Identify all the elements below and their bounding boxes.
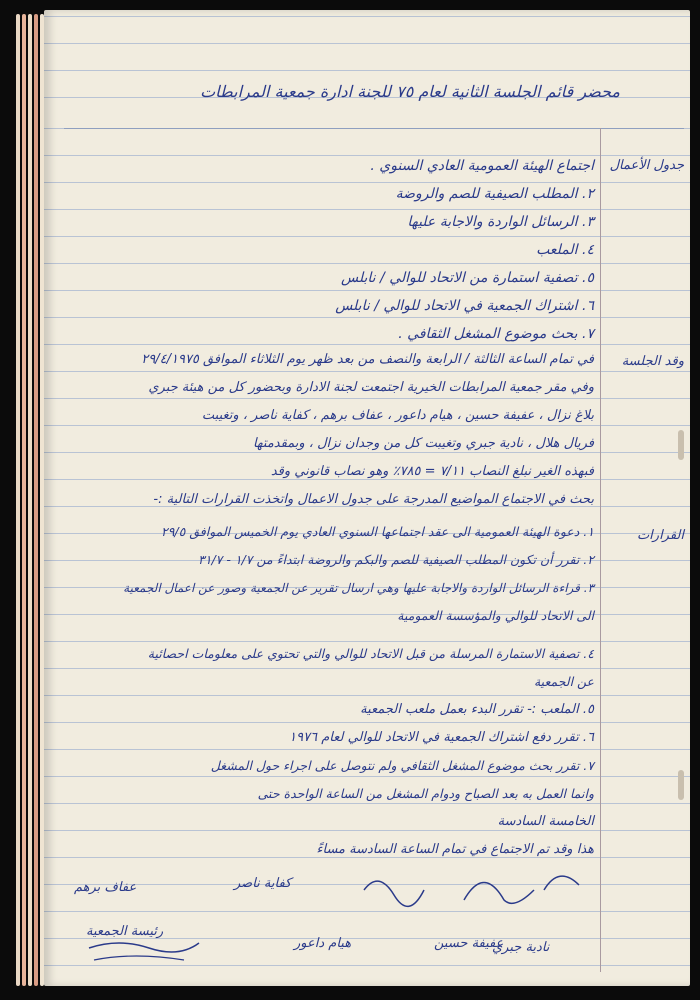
- session-line: في تمام الساعة الثالثة / الرابعة والنصف من بعد ظهر يوم الثلاثاء الموافق ٢٩/٤/١٩٧٥: [141, 352, 594, 367]
- signature: هيام داعور: [294, 936, 352, 951]
- margin-rule: [600, 128, 601, 972]
- signature: كفاية ناصر: [234, 876, 292, 891]
- handwritten-signature-marks: [344, 860, 604, 920]
- agenda-item: ٤. الملعب: [536, 242, 594, 258]
- session-line: بحث في الاجتماع المواضيع المدرجة على جدول الاعمال واتخذت القرارات التالية :-: [153, 492, 594, 507]
- document-title: محضر قائم الجلسة الثانية لعام ٧٥ للجنة ادارة جمعية المرابطات: [200, 82, 620, 101]
- binding-mark: [678, 430, 684, 460]
- session-line: وفي مقر جمعية المرابطات الخيرية اجتمعت لجنة الادارة وبحضور كل من هيئة جبري: [148, 380, 594, 395]
- binding-mark: [678, 770, 684, 800]
- handwritten-signature-marks: [84, 928, 204, 968]
- agenda-item: ٥. تصفية استمارة من الاتحاد للوالي / نابلس: [341, 270, 594, 286]
- agenda-item: ٧. بحث موضوع المشغل الثقافي .: [398, 326, 594, 342]
- decision-line: عن الجمعية: [533, 674, 594, 689]
- session-line: فريال هلال ، نادية جبري وتغيبت كل من وجدان نزال ، وبمقدمتها: [252, 436, 594, 451]
- decision-line: ٢. تقرر أن تكون المطلب الصيفية للصم والبكم والروضة ابتداءً من ١/٧ - ٣١/٧: [198, 552, 594, 567]
- notebook-page: [44, 10, 690, 986]
- agenda-item: ٢. المطلب الصيفية للصم والروضة: [395, 186, 594, 202]
- decisions-heading: القرارات: [636, 528, 684, 543]
- decision-line: ٥. الملعب :- تقرر البدء بعمل ملعب الجمعية: [360, 702, 594, 717]
- decision-line: هذا وقد تم الاجتماع في تمام الساعة السادسة مساءً: [316, 842, 594, 857]
- agenda-item: اجتماع الهيئة العمومية العادي السنوي .: [370, 158, 594, 174]
- session-line: بلاغ نزال ، عفيفة حسين ، هيام داعور ، عفاف برهم ، كفاية ناصر ، وتغيبت: [201, 408, 594, 423]
- decision-line: ٤. تصفية الاستمارة المرسلة من قبل الاتحاد للوالي والتي تحتوي على معلومات احصائية: [147, 646, 594, 661]
- signature: عفيفة حسين: [434, 936, 504, 951]
- decision-line: ١. دعوة الهيئة العمومية الى عقد اجتماعها السنوي العادي يوم الخميس الموافق ٢٩/٥: [160, 524, 594, 539]
- decision-line: الى الاتحاد للوالي والمؤسسة العمومية: [397, 608, 594, 623]
- header-rule: [64, 128, 684, 129]
- agenda-heading: جدول الأعمال: [609, 158, 684, 173]
- decision-line: ٧. تقرر بحث موضوع المشغل الثقافي ولم نتوصل على اجراء حول المشغل: [210, 758, 594, 773]
- signature: عفاف برهم: [74, 880, 137, 895]
- session-heading: وقد الجلسة: [621, 354, 684, 369]
- agenda-item: ٣. الرسائل الواردة والاجابة عليها: [407, 214, 594, 230]
- decision-line: الخامسة السادسة: [497, 814, 594, 829]
- decision-line: ٦. تقرر دفع اشتراك الجمعية في الاتحاد للوالي لعام ١٩٧٦: [289, 730, 594, 745]
- signature: نادية جبري: [492, 940, 550, 955]
- decision-line: ٣. قراءة الرسائل الواردة والاجابة عليها وهي ارسال تقرير عن الجمعية وصور عن اعمال الجمعية: [123, 581, 594, 595]
- session-line: فبهذه الغير نبلغ النصاب ٧/١١ = ٧٨٥٪ وهو نصاب قانوني وقد: [270, 464, 594, 479]
- signature: رئيسة الجمعية: [86, 924, 164, 939]
- decision-line: وانما العمل به بعد الصباح ودوام المشغل من الساعة الواحدة حتى: [257, 786, 594, 801]
- agenda-item: ٦. اشتراك الجمعية في الاتحاد للوالي / نابلس: [335, 298, 594, 314]
